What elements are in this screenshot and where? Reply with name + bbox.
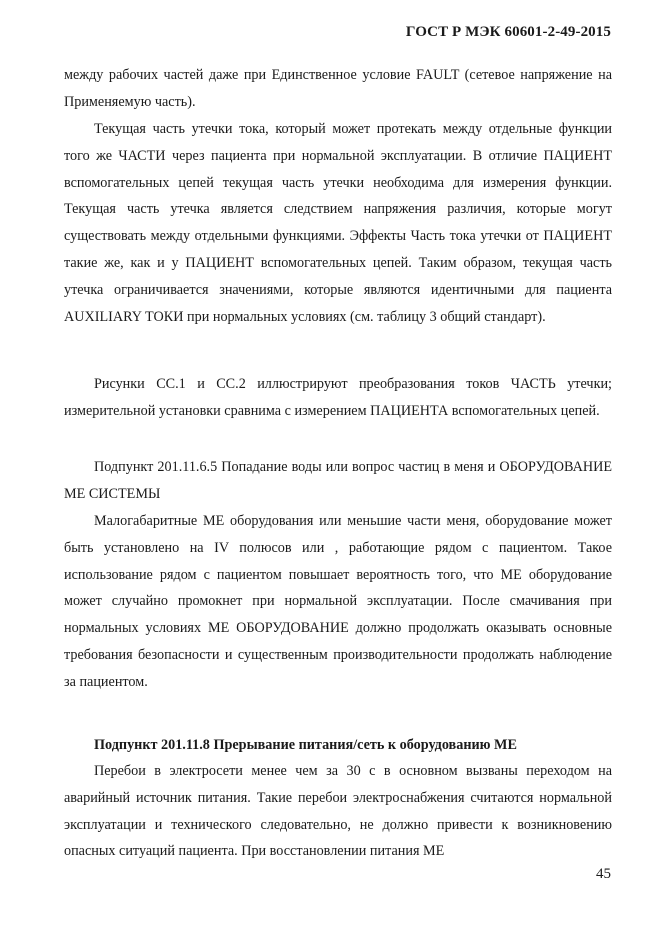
paragraph-patient-leakage: Текущая часть утечки тока, который может протекать между отдельные функции того же ЧАСТИ через пациента при нормальной эксплуатации. В отличие ПАЦИЕНТ вспомогательных цепей текущая часть утечки необходима для измерения функции. Текущая часть утечка является следствием напряжения различия, которые могут существовать между отдельными функциями. Эффекты Часть тока утечки от ПАЦИЕНТ такие же, как и у ПАЦИЕНТ вспомогательных цепей. Таким образом, текущая часть утечка ограничивается значениями, которые являются идентичными для пациента AUXILIARY ТОКИ при нормальных условиях (см. таблицу 3 общий стандарт).: [64, 121, 612, 325]
paragraph-power-interruption: Перебои в электросети менее чем за 30 с в основном вызваны переходом на аварийный источник питания. Такие перебои электроснабжения считаются нормальной эксплуатации и технического следовательно, не должно привести к возникновению опасных ситуаций пациента. При восстановлении питания ME: [64, 763, 612, 860]
paragraph-continuation: между рабочих частей даже при Единственное условие FAULT (сетевое напряжение на Применяемую часть).: [64, 67, 612, 110]
paragraph-subclause-11-6-5: Подпункт 201.11.6.5 Попадание воды или вопрос частиц в меня и ОБОРУДОВАНИЕ ME СИСТЕМЫ: [64, 459, 612, 502]
document-header: ГОСТ Р МЭК 60601-2-49-2015: [405, 24, 611, 40]
paragraph-figures: Рисунки CC.1 и CC.2 иллюстрируют преобразования токов ЧАСТЬ утечки; измерительной установки сравнима с измерением ПАЦИЕНТА вспомогательных цепей.: [64, 376, 612, 419]
page-number: 45: [596, 866, 611, 882]
section-heading: Подпункт 201.11.8 Прерывание питания/сеть к оборудованию ME: [94, 737, 517, 753]
paragraph-small-equipment: Малогабаритные ME оборудования или меньшие части меня, оборудование может быть установлено на IV полюсов или , работающие рядом с пациентом. Такое использование рядом с пациентом повышает вероятность того, что ME оборудование может случайно промокнет при нормальной эксплуатации. После смачивания при нормальных условиях ME ОБОРУДОВАНИЕ должно продолжать оказывать основные требования безопасности и существенным производительности продолжать наблюдение за пациентом.: [64, 513, 612, 690]
